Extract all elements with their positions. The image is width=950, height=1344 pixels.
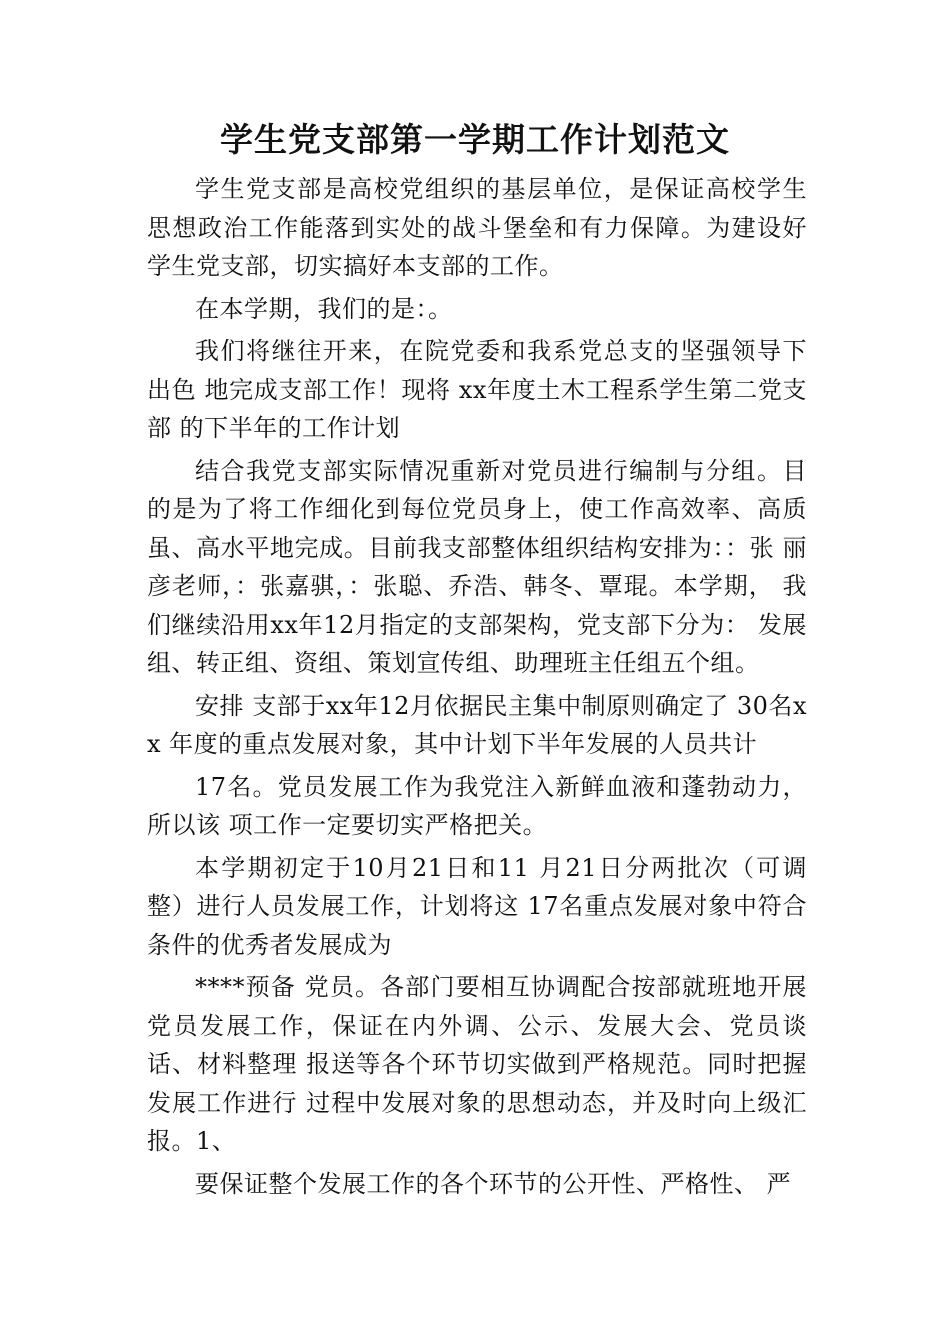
document-title: 学生党支部第一学期工作计划范文 [220, 120, 730, 159]
paragraph: 要保证整个发展工作的各个环节的公开性、严格性、 严 [195, 1169, 792, 1198]
paragraph: 本学期初定于10月21日和11 月21日分两批次（可调整）进行人员发展工作，计划将这 17名重点发展对象中符合条件的优秀者发展成为 [147, 853, 807, 959]
paragraph: ****预备 党员。各部门要相互协调配合按部就班地开展党员发展工作，保证在内外调、公示、发展大会、党员谈话、材料整理 报送等各个环节切实做到严格规范。同时把握发展工作进行 过程中发展对象的思想动态，并及时向上级汇报。1、 [147, 973, 807, 1155]
paragraph: 安排 支部于xx年12月依据民主集中制原则确定了 30名xx 年度的重点发展对象，其中计划下半年发展的人员共计 [147, 691, 807, 758]
paragraph: 17名。党员发展工作为我党注入新鲜血液和蓬勃动力，所以该 项工作一定要切实严格把关。 [147, 772, 807, 839]
paragraph: 我们将继往开来，在院党委和我系党总支的坚强领导下出色 地完成支部工作！现将 xx年度土木工程系学生第二党支部 的下半年的工作计划 [147, 337, 807, 442]
paragraph: 结合我党支部实际情况重新对党员进行编制与分组。目的是为了将工作细化到每位党员身上，使工作高效率、高质虽、高水平地完成。目前我支部整体组织结构安排为：：张 丽彦老师，：张嘉骐，：张聪、乔浩、韩冬、覃琨。本学期， 我们继续沿用xx年12月指定的支部架构，党支部下分为： 发展组、转正组、资组、策划宣传组、助理班主任组五个组。 [147, 456, 807, 677]
paragraph: 在本学期，我们的是：。 [195, 294, 453, 323]
paragraph: 学生党支部是高校党组织的基层单位，是保证高校学生思想政治工作能落到实处的战斗堡垒和有力保障。为建设好学生党支部，切实搞好本支部的工作。 [147, 175, 807, 280]
document-body [147, 170, 807, 1207]
